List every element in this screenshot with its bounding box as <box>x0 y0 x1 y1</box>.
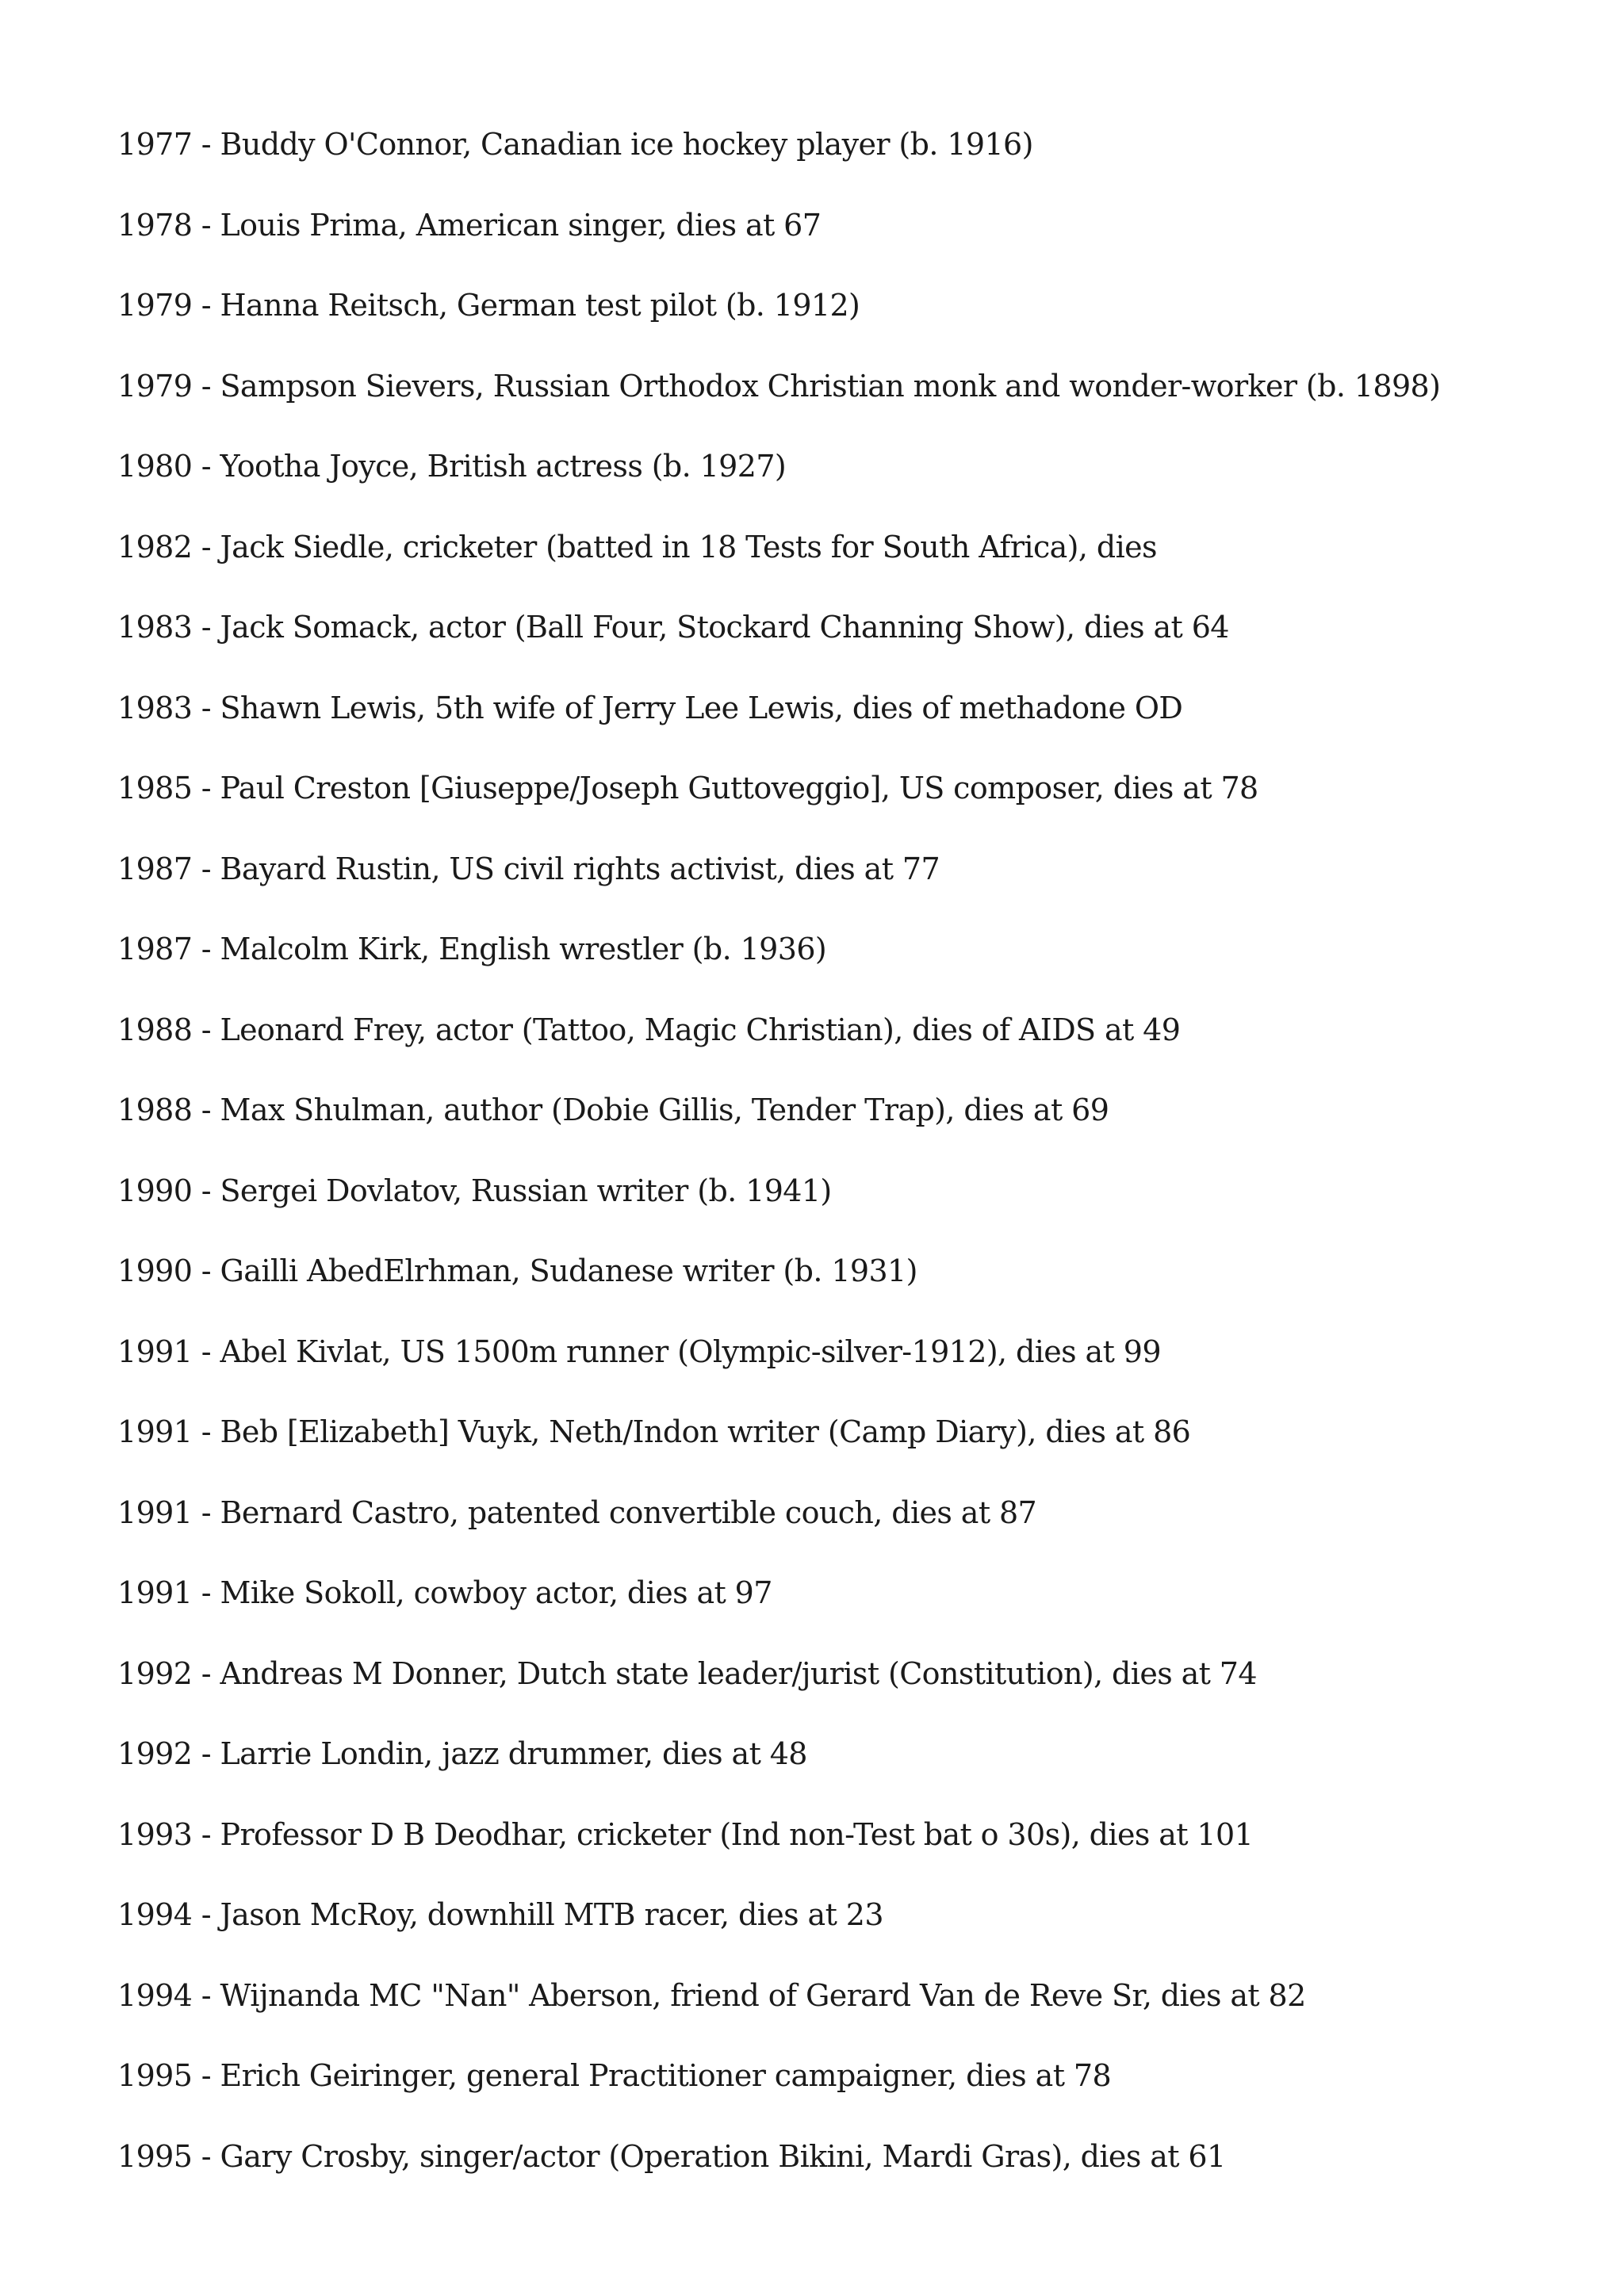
list-item: 1982 - Jack Siedle, cricketer (batted in 18 Tests for South Africa), dies <box>117 529 1157 564</box>
list-item: 1992 - Larrie Londin, jazz drummer, dies at 48 <box>117 1736 807 1771</box>
list-item: 1993 - Professor D B Deodhar, cricketer (Ind non-Test bat o 30s), dies at 101 <box>117 1816 1254 1852</box>
list-item: 1985 - Paul Creston [Giuseppe/Joseph Guttoveggio], US composer, dies at 78 <box>117 771 1258 806</box>
list-item: 1991 - Beb [Elizabeth] Vuyk, Neth/Indon writer (Camp Diary), dies at 86 <box>117 1414 1191 1449</box>
list-item: 1979 - Hanna Reitsch, German test pilot (b. 1912) <box>117 288 860 323</box>
list-item: 1991 - Abel Kivlat, US 1500m runner (Olympic-silver-1912), dies at 99 <box>117 1334 1161 1369</box>
list-item: 1994 - Wijnanda MC "Nan" Aberson, friend of Gerard Van de Reve Sr, dies at 82 <box>117 1977 1306 2013</box>
list-item: 1988 - Leonard Frey, actor (Tattoo, Magic Christian), dies of AIDS at 49 <box>117 1012 1181 1047</box>
list-item: 1988 - Max Shulman, author (Dobie Gillis, Tender Trap), dies at 69 <box>117 1093 1109 1127</box>
list-item: 1987 - Malcolm Kirk, English wrestler (b. 1936) <box>117 932 827 966</box>
list-item: 1990 - Gailli AbedElrhman, Sudanese writer (b. 1931) <box>117 1253 917 1288</box>
list-item: 1995 - Erich Geiringer, general Practitioner campaigner, dies at 78 <box>117 2058 1112 2093</box>
list-item: 1983 - Shawn Lewis, 5th wife of Jerry Lee Lewis, dies of methadone OD <box>117 690 1183 725</box>
list-item: 1979 - Sampson Sievers, Russian Orthodox Christian monk and wonder-worker (b. 1898) <box>117 368 1441 404</box>
list-item: 1992 - Andreas M Donner, Dutch state leader/jurist (Constitution), dies at 74 <box>117 1655 1257 1691</box>
list-item: 1978 - Louis Prima, American singer, dies at 67 <box>117 207 822 243</box>
list-item: 1980 - Yootha Joyce, British actress (b. 1927) <box>117 449 787 484</box>
list-item: 1991 - Bernard Castro, patented convertible couch, dies at 87 <box>117 1494 1037 1530</box>
list-item: 1987 - Bayard Rustin, US civil rights activist, dies at 77 <box>117 851 940 886</box>
entry-list <box>117 122 1592 2214</box>
list-item: 1994 - Jason McRoy, downhill MTB racer, dies at 23 <box>117 1897 883 1932</box>
list-item: 1995 - Gary Crosby, singer/actor (Operation Bikini, Mardi Gras), dies at 61 <box>117 2138 1226 2174</box>
list-item: 1990 - Sergei Dovlatov, Russian writer (b. 1941) <box>117 1173 832 1208</box>
list-item: 1983 - Jack Somack, actor (Ball Four, Stockard Channing Show), dies at 64 <box>117 610 1229 645</box>
list-item: 1977 - Buddy O'Connor, Canadian ice hockey player (b. 1916) <box>117 127 1033 162</box>
list-item: 1991 - Mike Sokoll, cowboy actor, dies at 97 <box>117 1575 772 1610</box>
